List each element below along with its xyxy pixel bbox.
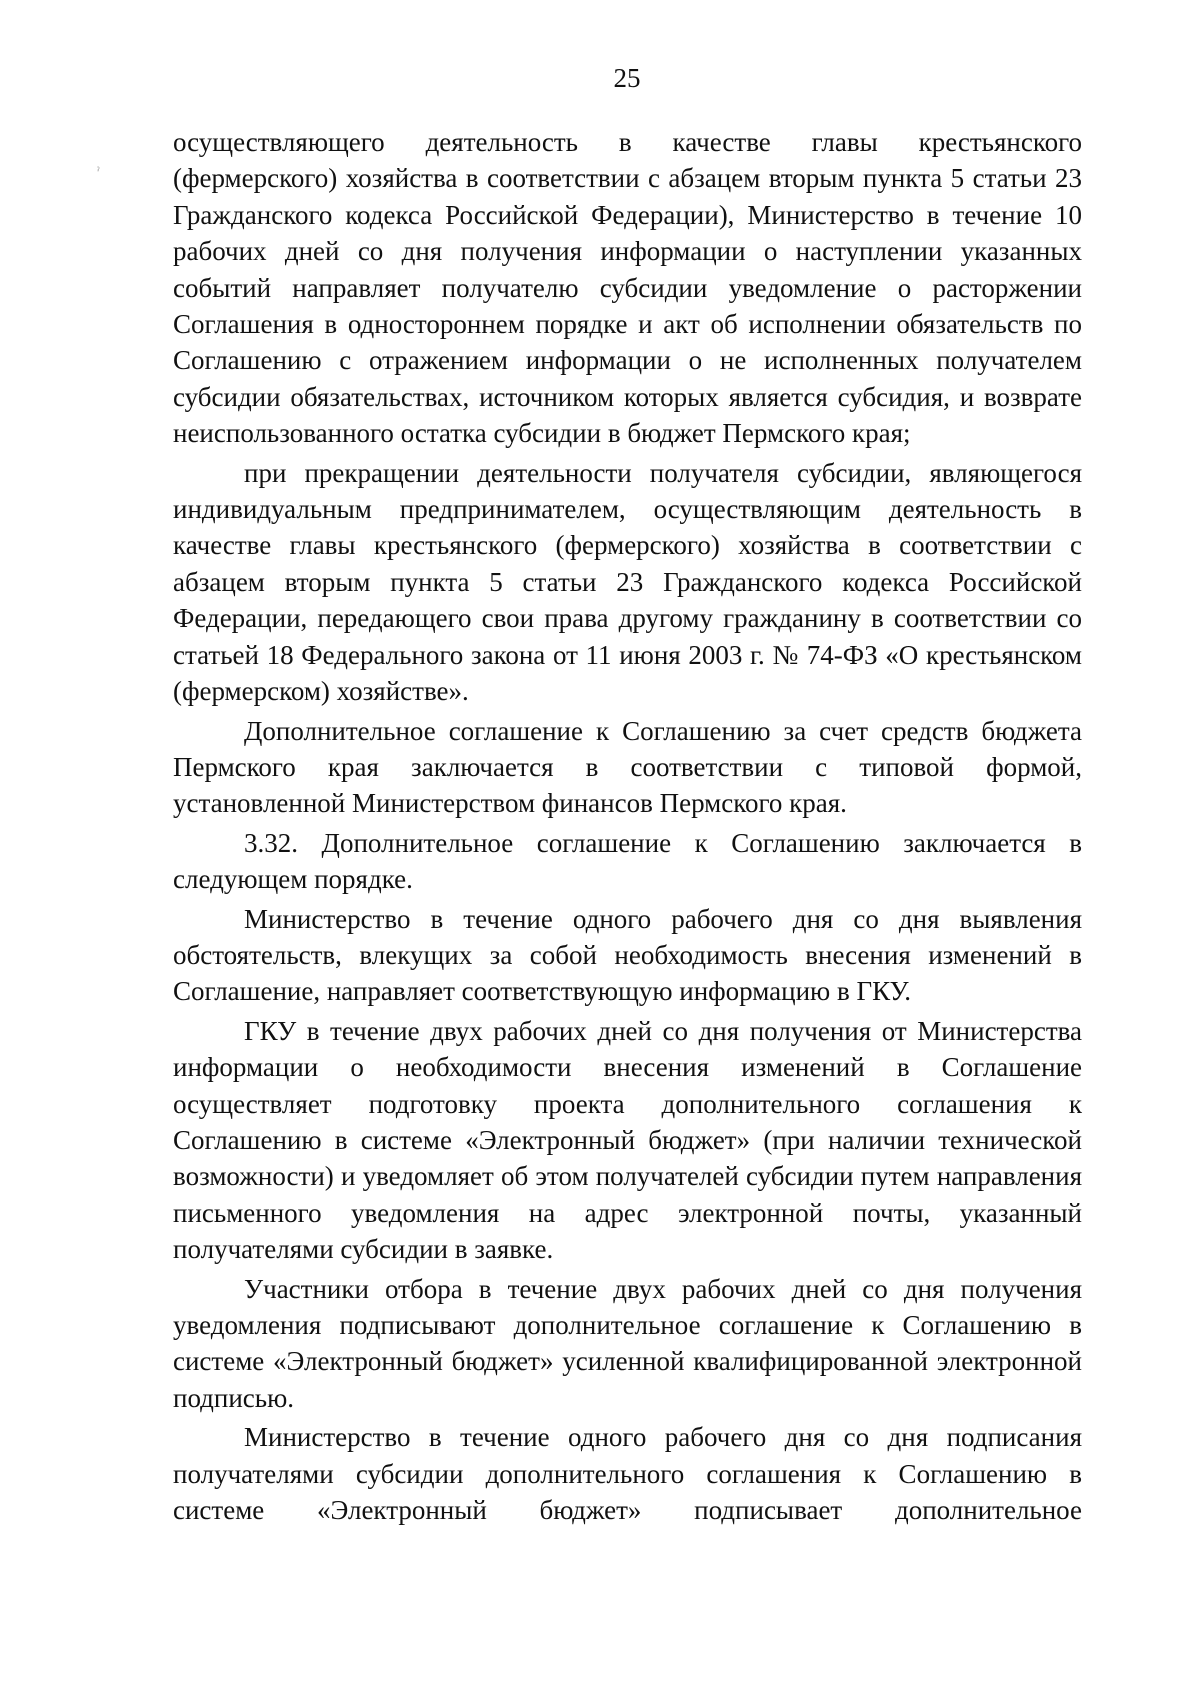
document-body: [173, 124, 1082, 1528]
paragraph-5: Министерство в течение одного рабочего дня со дня выявления обстоятельств, влекущих за собой необходимость внесения изменений в Соглашение, направляет соответствующую информацию в ГКУ.: [173, 903, 1082, 1007]
paragraph-8: Министерство в течение одного рабочего дня со дня подписания получателями субсидии дополнительного соглашения к Соглашению в системе «Электронный бюджет» подписывает дополнительное: [173, 1422, 1082, 1526]
paragraph-1: осуществляющего деятельность в качестве главы крестьянского (фермерского) хозяйства в соответствии с абзацем вторым пункта 5 статьи 23 Гражданского кодекса Российской Федерации), Министерство в течение 10 рабочих дней со дня получения информации о наступлении указанных событий направляет получателю субсидии уведомление о расторжении Соглашения в одностороннем порядке и акт об исполнении обязательств по Соглашению с отражением информации о не исполненных получателем субсидии обязательствах, источником которых является субсидия, и возврате неиспользованного остатка субсидии в бюджет Пермского края;: [173, 127, 1082, 449]
paragraph-4: 3.32. Дополнительное соглашение к Соглашению заключается в следующем порядке.: [173, 827, 1082, 895]
margin-mark: ˀ: [97, 166, 100, 177]
paragraph-7: Участники отбора в течение двух рабочих дней со дня получения уведомления подписывают дополнительное соглашение к Соглашению в системе «Электронный бюджет» усиленной квалифицированной электронной подписью.: [173, 1273, 1082, 1413]
paragraph-6: ГКУ в течение двух рабочих дней со дня получения от Министерства информации о необходимости внесения изменений в Соглашение осуществляет подготовку проекта дополнительного соглашения к Соглашению в системе «Электронный бюджет» (при наличии технической возможности) и уведомляет об этом получателей субсидии путем направления письменного уведомления на адрес электронной почты, указанный получателями субсидии в заявке.: [173, 1015, 1082, 1265]
page-number: 25: [613, 63, 641, 93]
paragraph-2: при прекращении деятельности получателя субсидии, являющегося индивидуальным предпринимателем, осуществляющим деятельность в качестве главы крестьянского (фермерского) хозяйства в соответствии с абзацем вторым пункта 5 статьи 23 Гражданского кодекса Российской Федерации, передающего свои права другому гражданину в соответствии со статьей 18 Федерального закона от 11 июня 2003 г. № 74-ФЗ «О крестьянском (фермерском) хозяйстве».: [173, 457, 1082, 707]
paragraph-3: Дополнительное соглашение к Соглашению за счет средств бюджета Пермского края заключается в соответствии с типовой формой, установленной Министерством финансов Пермского края.: [173, 715, 1082, 819]
